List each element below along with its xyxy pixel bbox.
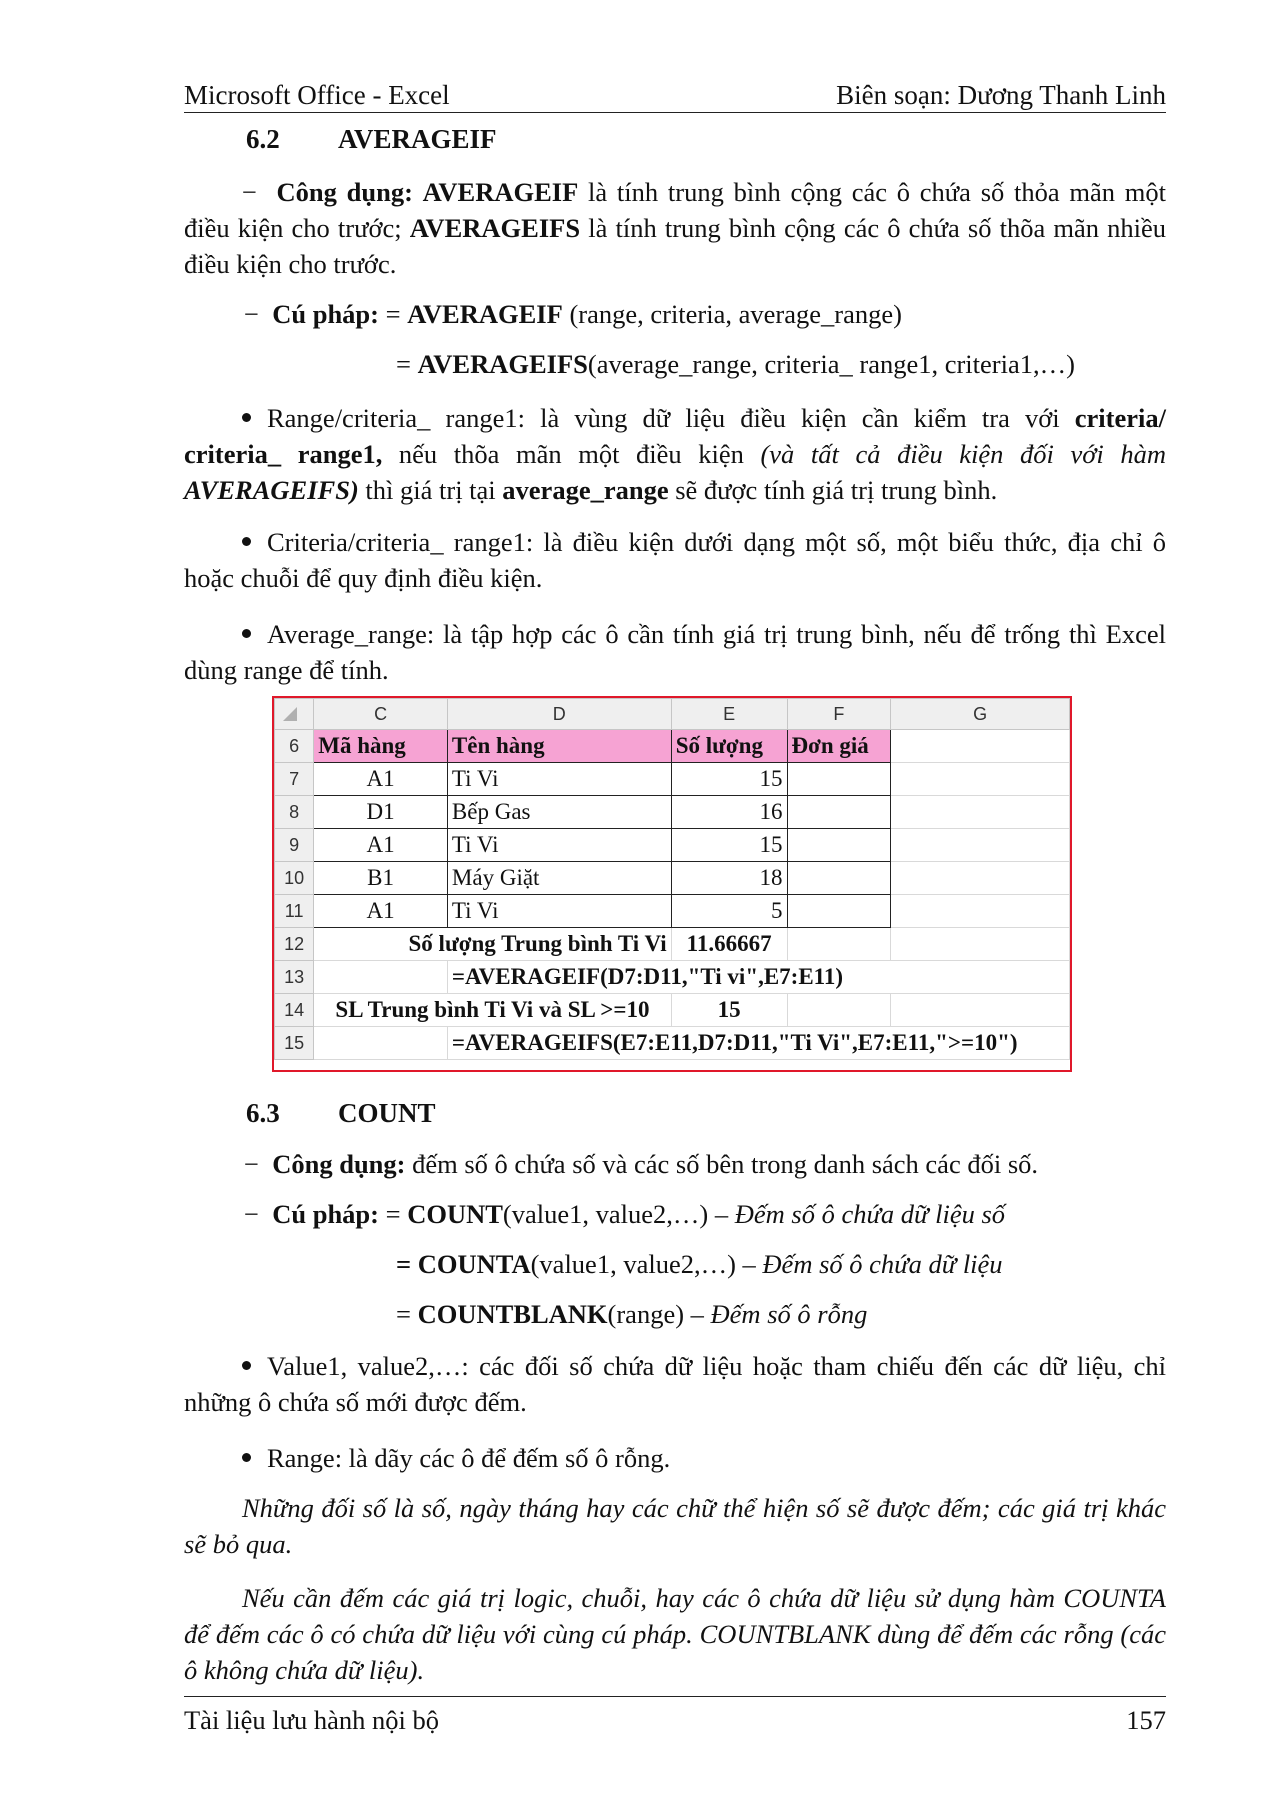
page-number: 157 [1126, 1705, 1166, 1735]
row-number[interactable]: 14 [275, 994, 314, 1027]
column-header-d[interactable]: D [447, 699, 671, 730]
page-footer [184, 1696, 1166, 1735]
cell-qty[interactable]: 15 [671, 763, 787, 796]
spreadsheet-example [272, 696, 1072, 1072]
syntax-fn: COUNT [407, 1199, 503, 1229]
avg-value-cell[interactable]: 11.66667 [671, 928, 787, 961]
text: Value1, value2,…: các đối số chứa dữ liệu hoặc tham chiếu đến các dữ liệu, chỉ những ô chứa số mới được đếm. [184, 1351, 1166, 1417]
syntax-fn: AVERAGEIFS [417, 349, 588, 379]
text-italic: (và tất cả điều kiện đối với hàm [760, 439, 1166, 469]
table-row [275, 796, 1070, 829]
syntax-label: Cú pháp: [272, 299, 379, 329]
cell[interactable] [787, 994, 891, 1027]
bullet-range [184, 400, 1166, 508]
averageif-formula-cell[interactable]: =AVERAGEIF(D7:D11,"Ti vi",E7:E11) [447, 961, 1069, 994]
usage-text: đếm số ô chứa số và các số bên trong danh sách các đối số. [405, 1149, 1039, 1179]
averageifs-formula-cell[interactable]: =AVERAGEIFS(E7:E11,D7:D11,"Ti Vi",E7:E11,">=10") [447, 1027, 1069, 1060]
text-bold: criteria/ criteria_ range1, [184, 403, 1166, 469]
text-bold: average_range [502, 475, 669, 505]
count-syntax-line-1 [244, 1196, 1005, 1232]
cell[interactable] [891, 730, 1070, 763]
eq: = [396, 1299, 418, 1329]
fn-averageif: AVERAGEIF [422, 177, 579, 207]
summary-row-14 [275, 994, 1070, 1027]
syntax-fn: COUNTA [417, 1249, 531, 1279]
column-header-row [275, 699, 1070, 730]
cell-code[interactable]: A1 [314, 895, 448, 928]
cell-qty[interactable]: 15 [671, 829, 787, 862]
cell-name[interactable]: Máy Giặt [447, 862, 671, 895]
dash-bullet: − [242, 177, 277, 207]
eq: = [396, 349, 418, 379]
cell[interactable] [891, 994, 1070, 1027]
bullet-range-count [184, 1440, 1166, 1476]
column-header-c[interactable]: C [314, 699, 448, 730]
note-paragraph-1 [184, 1490, 1166, 1562]
eq: = [379, 1199, 408, 1229]
note-paragraph-2 [184, 1580, 1166, 1688]
cell[interactable] [787, 928, 891, 961]
avg-label-cell[interactable]: Số lượng Trung bình Ti Vi [314, 928, 671, 961]
header-title: Microsoft Office - Excel [184, 80, 450, 110]
cell-price[interactable] [787, 829, 891, 862]
cell[interactable] [314, 1027, 448, 1060]
cell-name[interactable]: Ti Vi [447, 763, 671, 796]
column-header-f[interactable]: F [787, 699, 891, 730]
row-number[interactable]: 13 [275, 961, 314, 994]
avgifs-value-cell[interactable]: 15 [671, 994, 787, 1027]
cell-name[interactable]: Bếp Gas [447, 796, 671, 829]
header-cell[interactable]: Đơn giá [787, 730, 891, 763]
text-bold-italic: AVERAGEIFS) [184, 475, 359, 505]
row-number[interactable]: 11 [275, 895, 314, 928]
syntax-args: (range, criteria, average_range) [562, 299, 902, 329]
syntax-desc: Đếm số ô chứa dữ liệu số [734, 1199, 1006, 1229]
cell-qty[interactable]: 5 [671, 895, 787, 928]
syntax-desc: Đếm số ô rỗng [710, 1299, 868, 1329]
text: thì giá trị tại [358, 475, 503, 505]
cell-qty[interactable]: 16 [671, 796, 787, 829]
header-cell[interactable]: Tên hàng [447, 730, 671, 763]
cell-code[interactable]: A1 [314, 763, 448, 796]
row-number[interactable]: 7 [275, 763, 314, 796]
text: Criteria/criteria_ range1: là điều kiện dưới dạng một số, một biểu thức, địa chỉ ô hoặc chuỗi để quy định điều kiện. [184, 527, 1166, 593]
cell-code[interactable]: B1 [314, 862, 448, 895]
row-number[interactable]: 6 [275, 730, 314, 763]
usage-paragraph-6-2 [184, 174, 1166, 282]
text: sẽ được tính giá trị trung bình. [668, 475, 998, 505]
avgifs-label-cell[interactable]: SL Trung bình Ti Vi và SL >=10 [314, 994, 671, 1027]
cell-qty[interactable]: 18 [671, 862, 787, 895]
syntax-line-2 [396, 346, 1075, 382]
section-title: AVERAGEIF [338, 124, 497, 154]
cell[interactable] [891, 829, 1070, 862]
cell-price[interactable] [787, 796, 891, 829]
table-row [275, 829, 1070, 862]
cell-price[interactable] [787, 895, 891, 928]
count-syntax-line-2 [396, 1246, 1003, 1282]
formula-row-13 [275, 961, 1070, 994]
text: nếu thõa mãn một điều kiện [382, 439, 761, 469]
bullet-icon [242, 413, 251, 422]
cell[interactable] [891, 928, 1070, 961]
syntax-line-1 [244, 296, 902, 332]
section-number: 6.3 [246, 1098, 280, 1128]
usage-label: Công dụng: [272, 1149, 406, 1179]
usage-label: Công dụng: [276, 177, 413, 207]
row-number[interactable]: 12 [275, 928, 314, 961]
header-cell[interactable]: Mã hàng [314, 730, 448, 763]
syntax-args: (value1, value2,…) – [530, 1249, 763, 1279]
column-header-e[interactable]: E [671, 699, 787, 730]
dash-bullet: − [244, 1149, 273, 1179]
cell[interactable] [891, 763, 1070, 796]
table-row [275, 763, 1070, 796]
cell-price[interactable] [787, 862, 891, 895]
formula-row-15 [275, 1027, 1070, 1060]
section-number: 6.2 [246, 124, 280, 154]
syntax-label: Cú pháp: [272, 1199, 379, 1229]
column-header-g[interactable]: G [891, 699, 1070, 730]
cell[interactable] [891, 796, 1070, 829]
cell-code[interactable]: A1 [314, 829, 448, 862]
syntax-args: (range) – [607, 1299, 711, 1329]
bullet-criteria [184, 524, 1166, 596]
cell-name[interactable]: Ti Vi [447, 829, 671, 862]
cell[interactable] [891, 895, 1070, 928]
bullet-icon [242, 537, 251, 546]
bullet-values [184, 1348, 1166, 1420]
eq: = [379, 299, 408, 329]
note-text: Những đối số là số, ngày tháng hay các chữ thể hiện số sẽ được đếm; các giá trị khác sẽ bỏ qua. [184, 1493, 1166, 1559]
syntax-desc: Đếm số ô chứa dữ liệu [762, 1249, 1003, 1279]
usage-line-6-3 [244, 1146, 1038, 1182]
dash-bullet: − [244, 1199, 273, 1229]
header-cell[interactable]: Số lượng [671, 730, 787, 763]
usage-text-end: là tính trung bình cộng các ô chứa số thõa mãn nhiều điều kiện cho trước. [184, 213, 1166, 279]
cell-name[interactable]: Ti Vi [447, 895, 671, 928]
bullet-icon [242, 1361, 251, 1370]
syntax-fn: COUNTBLANK [417, 1299, 608, 1329]
syntax-args: (average_range, criteria_ range1, criteria1,…) [587, 349, 1075, 379]
row-number[interactable]: 15 [275, 1027, 314, 1060]
syntax-args: (value1, value2,…) – [502, 1199, 735, 1229]
cell[interactable] [314, 961, 448, 994]
cell-code[interactable]: D1 [314, 796, 448, 829]
fn-averageifs: AVERAGEIFS [409, 213, 581, 243]
count-syntax-line-3 [396, 1296, 867, 1332]
table-row [275, 862, 1070, 895]
cell[interactable] [891, 862, 1070, 895]
table-header-row [275, 730, 1070, 763]
bullet-icon [242, 629, 251, 638]
footer-text: Tài liệu lưu hành nội bộ [184, 1705, 440, 1735]
header-author: Biên soạn: Dương Thanh Linh [836, 80, 1166, 110]
row-number[interactable]: 9 [275, 829, 314, 862]
usage-text: là tính trung bình cộng các ô chứa số thỏa mãn một điều kiện cho trước; [184, 177, 1167, 243]
note-text: Nếu cần đếm các giá trị logic, chuỗi, hay các ô chứa dữ liệu sử dụng hàm COUNTA để đếm các ô có chứa dữ liệu với cùng cú pháp. COUNTBLANK dùng để đếm các rỗng (các ô không chứa dữ liệu). [184, 1583, 1166, 1685]
bullet-average-range [184, 616, 1166, 688]
row-number[interactable]: 10 [275, 862, 314, 895]
bullet-icon [242, 1453, 251, 1462]
text: Average_range: là tập hợp các ô cần tính giá trị trung bình, nếu để trống thì Excel dùng range để tính. [184, 619, 1166, 685]
cell-price[interactable] [787, 763, 891, 796]
dash-bullet: − [244, 299, 273, 329]
row-number[interactable]: 8 [275, 796, 314, 829]
syntax-fn: AVERAGEIF [407, 299, 563, 329]
select-all-corner[interactable] [275, 699, 314, 730]
eq: = [396, 1249, 418, 1279]
table-row [275, 895, 1070, 928]
section-title: COUNT [338, 1098, 436, 1128]
page-header [184, 78, 1166, 113]
summary-row-12 [275, 928, 1070, 961]
text: Range/criteria_ range1: là vùng dữ liệu điều kiện cần kiểm tra với [267, 403, 1075, 433]
text: Range: là dãy các ô để đếm số ô rỗng. [267, 1443, 671, 1473]
